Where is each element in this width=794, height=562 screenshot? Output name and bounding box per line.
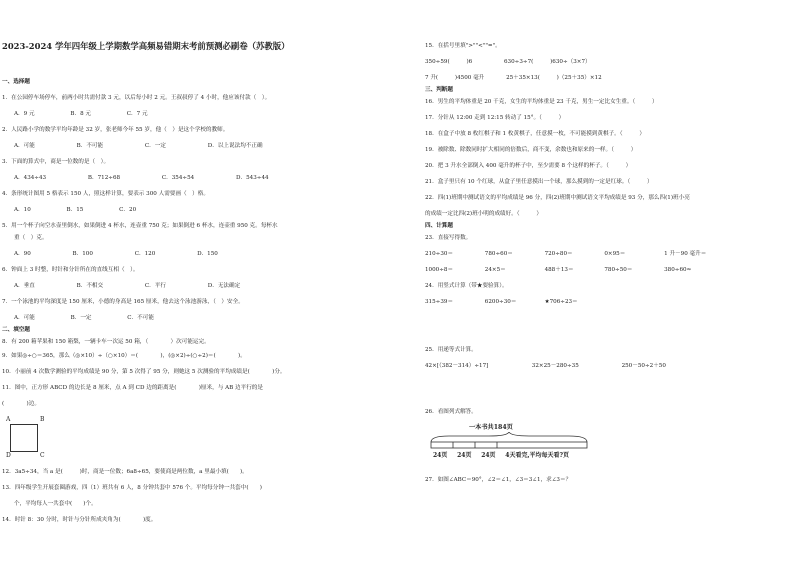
book-bar-rect — [431, 442, 587, 448]
section-choice: 一、选择题 — [2, 79, 30, 85]
book-part: 24页 — [457, 452, 472, 459]
question-13: 13．四年级学生开展套圈游戏，四（1）班共有 6 人，8 分钟共套中 576 个。平均每分钟一共套中( ) — [2, 485, 262, 491]
question-24: 24．用竖式计算（带★要验算）。 — [425, 283, 508, 289]
question-5: 5．用一个杯子向空水壶里倒水，如果倒进 4 杯水，连壶重 750 克；如果倒进 6 杯水，连壶重 950 克。每杯水 — [2, 223, 278, 229]
q6-options — [14, 282, 280, 290]
calc-item: ★706÷23＝ — [544, 299, 578, 305]
option: B．一定 — [70, 315, 92, 321]
calc-item: 720÷80＝ — [544, 251, 573, 257]
q23-row-1 — [425, 250, 706, 258]
question-22: 22．四(1)班期中测试语文的平均成绩是 96 分，四(2)班期中测试语文平均成绩是 93 分，那么四(1)班小亮 — [425, 195, 690, 201]
square-abcd — [10, 424, 38, 452]
label-d: D — [6, 452, 11, 459]
question-6: 6．钟面上 3 时整，时针和分针所在的直线互相（ ）。 — [2, 267, 139, 273]
question-20: 20．把 3 升水全部倒入 400 毫升的杯子中，至少需要 8 个这样的杯子。（ ） — [425, 163, 632, 169]
q15-item: 630÷3÷7( )630÷（3×7） — [503, 59, 591, 65]
question-7: 7．一个泳池的平均深度是 150 厘米，小德的身高是 165 厘米，他去这个泳池游泳，（ ）安全。 — [2, 299, 244, 305]
option: B．不相交 — [76, 283, 104, 289]
q7-options — [14, 314, 188, 322]
q3-options — [14, 174, 309, 182]
option: C．平行 — [144, 283, 166, 289]
question-1: 1．在公园停车场停车，前两小时共需付款 3 元，以后每小时 2 元。王叔叔停了 4 小时，他应该付款（ ）。 — [2, 95, 271, 101]
option: C．354÷54 — [161, 175, 195, 181]
question-8: 8．有 200 箱苹果和 150 箱梨，一辆卡车一次运 50 箱，（ ）次可能运完。 — [2, 339, 210, 345]
question-4: 4．条形统计图用 5 格表示 150 人，照这样计算，要表示 300 人需要画（ ）格。 — [2, 191, 209, 197]
option: D．543÷44 — [236, 175, 269, 181]
option: B．712÷68 — [87, 175, 121, 181]
option: D．以上说法均不正确 — [207, 143, 263, 149]
q4-options — [14, 206, 170, 214]
q24-row — [425, 298, 578, 306]
calc-item: 488＋13＝ — [544, 267, 574, 273]
option: B．15 — [66, 207, 84, 213]
option: A．10 — [14, 207, 31, 213]
question-11-cont: ( )边。 — [2, 401, 40, 407]
question-9: 9．如果◎÷○＝365，那么（◎×10）÷（○×10）＝( )，(◎×2)÷(○÷2)＝( )。 — [2, 353, 246, 359]
book-part: 24页 — [433, 452, 448, 459]
q1-options — [14, 110, 182, 118]
label-a: A — [6, 416, 11, 423]
calc-item: 0×95＝ — [604, 251, 626, 257]
calc-item: 6200÷30＝ — [484, 299, 517, 305]
page-title: 2023-2024 学年四年级上学期数学高频易错期末考前预测必刷卷（苏教版） — [2, 41, 290, 51]
calc-item: 1 升－90 毫升＝ — [664, 251, 707, 257]
question-17: 17．分针从 12:00 走到 12:15 转动了 15°。（ ） — [425, 115, 565, 121]
q23-row-2 — [425, 266, 691, 274]
book-part: 24页 — [481, 452, 496, 459]
calc-item: 250－50÷2＋50 — [621, 363, 666, 369]
option: A．可能 — [14, 143, 35, 149]
calc-item: 780÷60＝ — [484, 251, 513, 257]
question-5-cont: 重（ ）克。 — [14, 235, 48, 241]
question-19: 19．被除数、除数同时扩大相同的倍数后，商不变，余数也和原来的一样。（ ） — [425, 147, 637, 153]
book-parts-row — [433, 452, 569, 460]
q15-item: 7 升( )4500 毫升 — [425, 75, 485, 81]
option: A．9 元 — [14, 111, 35, 117]
section-judge: 三、判断题 — [425, 87, 453, 93]
q15-row-1 — [425, 58, 591, 66]
brace-top — [431, 432, 587, 442]
calc-item: 42×[（382－314）÷17] — [425, 363, 489, 369]
question-14: 14．时针 8：30 分时，时针与分针所成夹角为( )度。 — [2, 517, 157, 523]
calc-item: 780÷50＝ — [604, 267, 633, 273]
q15-row-2 — [425, 74, 602, 82]
question-18: 18．在盒子中放 8 枚红棋子和 1 枚黄棋子，任意摸一枚，不可能摸到黄棋子。（ ） — [425, 131, 645, 137]
question-15: 15．在括号里填">""<""="。 — [425, 43, 501, 49]
q25-row — [425, 362, 666, 370]
option: C．不可能 — [127, 315, 154, 321]
option: B．不可能 — [76, 143, 104, 149]
left-column — [2, 0, 400, 562]
right-column — [425, 0, 745, 562]
question-22-cont: 的成绩一定比四(2)班小明的成绩好。（ ） — [425, 211, 542, 217]
question-21: 21．盒子里只有 10 个红球，从盒子里任意摸出一个球，那么摸到的一定是红球。（ ） — [425, 179, 653, 185]
question-27: 27．如图∠ABC＝90°，∠2＝∠1，∠3＝3∠1，求∠3＝？ — [425, 477, 572, 483]
option: D．无法确定 — [207, 283, 241, 289]
question-12: 12．3a5÷34，当 a 是( )时，商是一位数；6a8÷65，要使商是两位数，a 里最小填( )。 — [2, 469, 248, 475]
question-11: 11．图中，正方形 ABCD 的边长是 8 厘米，点 A 到 CD 边的距离是( )厘米，与 AB 边平行的是 — [2, 385, 263, 391]
question-16: 16．男生的平均体重是 20 千克，女生的平均体重是 23 千克，男生一定比女生重。（ ） — [425, 99, 658, 105]
option: B．100 — [72, 251, 93, 257]
book-diagram — [429, 432, 589, 454]
question-13-cont: 个，平均每人一共套中( )个。 — [14, 501, 97, 507]
question-2: 2．人民路小学的数学平均年龄是 32 岁，张老师今年 55 岁，他（ ）是这个学校的教师。 — [2, 127, 229, 133]
section-calc: 四、计算题 — [425, 223, 453, 229]
label-c: C — [40, 452, 45, 459]
calc-item: 210÷30＝ — [425, 251, 454, 257]
calc-item: 24×5＝ — [484, 267, 506, 273]
question-26: 26．看图列式解答。 — [425, 409, 477, 415]
section-fill: 二、填空题 — [2, 327, 30, 333]
book-part: 4天看完,平均每天看?页 — [505, 452, 570, 459]
option: D．150 — [197, 251, 218, 257]
option: B．8 元 — [70, 111, 91, 117]
q15-item: 350÷59( )6 — [425, 59, 473, 65]
option: A．90 — [14, 251, 31, 257]
option: C．20 — [119, 207, 137, 213]
option: A．434÷43 — [14, 175, 47, 181]
option: C．7 元 — [126, 111, 148, 117]
q2-options — [14, 142, 303, 150]
label-b: B — [40, 416, 45, 423]
calc-item: 315÷39＝ — [425, 299, 454, 305]
option: A．可能 — [14, 315, 35, 321]
q5-options — [14, 250, 258, 258]
option: C．一定 — [144, 143, 166, 149]
calc-item: 1000÷8＝ — [425, 267, 454, 273]
option: C．120 — [134, 251, 156, 257]
question-10: 10．小丽前 4 次数学测验的平均成绩是 90 分，第 5 次得了 95 分，则她这 5 次测验的平均成绩是( )分。 — [2, 369, 286, 375]
calc-item: 32×25－280÷35 — [531, 363, 579, 369]
q15-item: 25＋35×13( )（25＋35）×12 — [506, 75, 602, 81]
book-total-label: 一本书共184页 — [469, 424, 513, 431]
question-23: 23．直接写得数。 — [425, 235, 472, 241]
calc-item: 380÷60≈ — [664, 267, 692, 273]
question-3: 3．下面的算式中，商是一位数的是（ ）。 — [2, 159, 110, 165]
option: A．垂直 — [14, 283, 35, 289]
question-25: 25．用递等式计算。 — [425, 347, 477, 353]
